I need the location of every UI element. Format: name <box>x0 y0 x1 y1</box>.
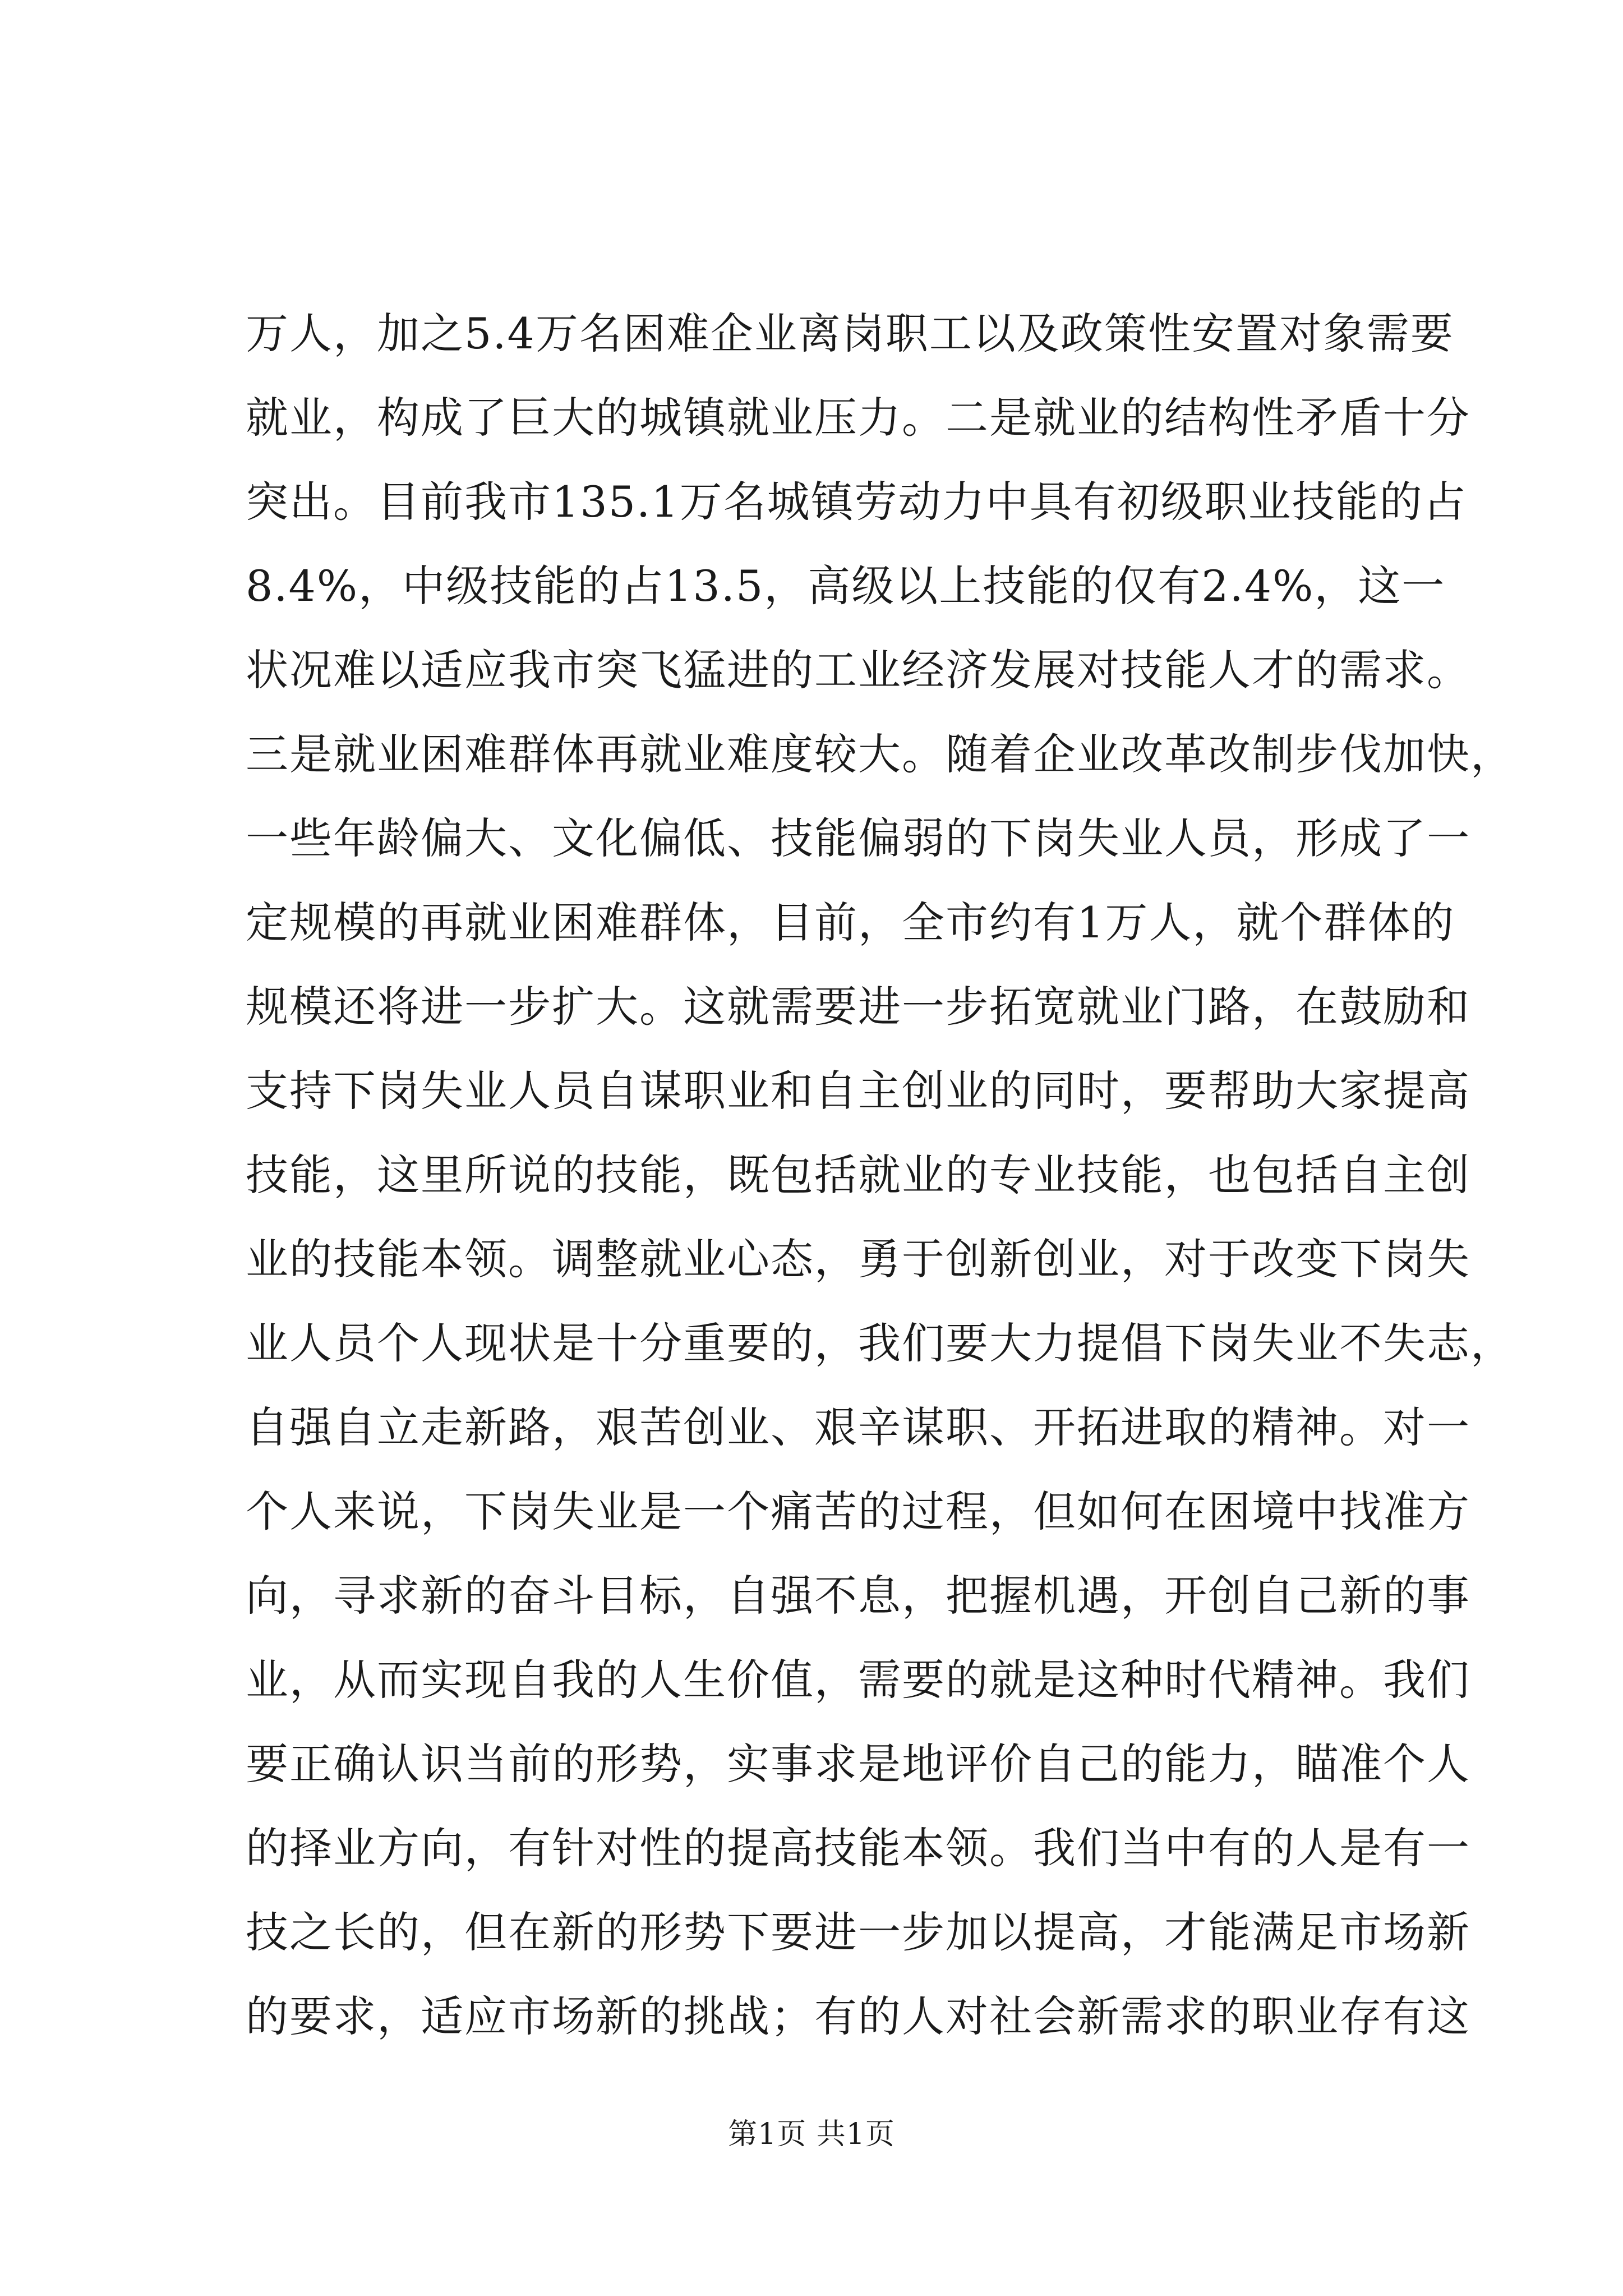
text-line: 向，寻求新的奋斗目标，自强不息，把握机遇，开创自己新的事 <box>246 1571 1470 1621</box>
page-footer <box>0 2115 1623 2154</box>
text-line: 8.4%，中级技能的占13.5，高级以上技能的仅有2.4%，这一 <box>246 561 1446 611</box>
text-line: 的要求，适应市场新的挑战；有的人对社会新需求的职业存有这 <box>246 1991 1470 2041</box>
text-line: 规模还将进一步扩大。这就需要进一步拓宽就业门路，在鼓励和 <box>246 982 1470 1032</box>
text-line: 状况难以适应我市突飞猛进的工业经济发展对技能人才的需求。 <box>246 645 1470 695</box>
text-line: 业人员个人现状是十分重要的，我们要大力提倡下岗失业不失志， <box>246 1318 1514 1368</box>
text-line: 万人，加之5.4万名困难企业离岗职工以及政策性安置对象需要 <box>246 309 1454 358</box>
text-line: 突出。目前我市135.1万名城镇劳动力中具有初级职业技能的占 <box>246 477 1467 527</box>
text-line: 的择业方向，有针对性的提高技能本领。我们当中有的人是有一 <box>246 1823 1470 1873</box>
text-line: 技能，这里所说的技能，既包括就业的专业技能，也包括自主创 <box>246 1150 1470 1200</box>
text-line: 定规模的再就业困难群体，目前，全市约有1万人，就个群体的 <box>246 898 1455 947</box>
text-line: 技之长的，但在新的形势下要进一步加以提高，才能满足市场新 <box>246 1907 1470 1957</box>
text-line: 个人来说，下岗失业是一个痛苦的过程，但如何在困境中找准方 <box>246 1487 1470 1536</box>
text-line: 就业，构成了巨大的城镇就业压力。二是就业的结构性矛盾十分 <box>246 393 1470 443</box>
text-line: 业，从而实现自我的人生价值，需要的就是这种时代精神。我们 <box>246 1655 1470 1705</box>
text-line: 支持下岗失业人员自谋职业和自主创业的同时，要帮助大家提高 <box>246 1066 1470 1116</box>
text-line: 三是就业困难群体再就业难度较大。随着企业改革改制步伐加快， <box>246 729 1514 779</box>
text-line: 要正确认识当前的形势，实事求是地评价自己的能力，瞄准个人 <box>246 1739 1470 1789</box>
text-line: 自强自立走新路，艰苦创业、艰辛谋职、开拓进取的精神。对一 <box>246 1402 1470 1452</box>
body-text <box>246 292 1514 2059</box>
page-number-label: 第1页 共1页 <box>728 2118 895 2151</box>
text-line: 一些年龄偏大、文化偏低、技能偏弱的下岗失业人员，形成了一 <box>246 813 1470 863</box>
text-line: 业的技能本领。调整就业心态，勇于创新创业，对于改变下岗失 <box>246 1234 1470 1284</box>
